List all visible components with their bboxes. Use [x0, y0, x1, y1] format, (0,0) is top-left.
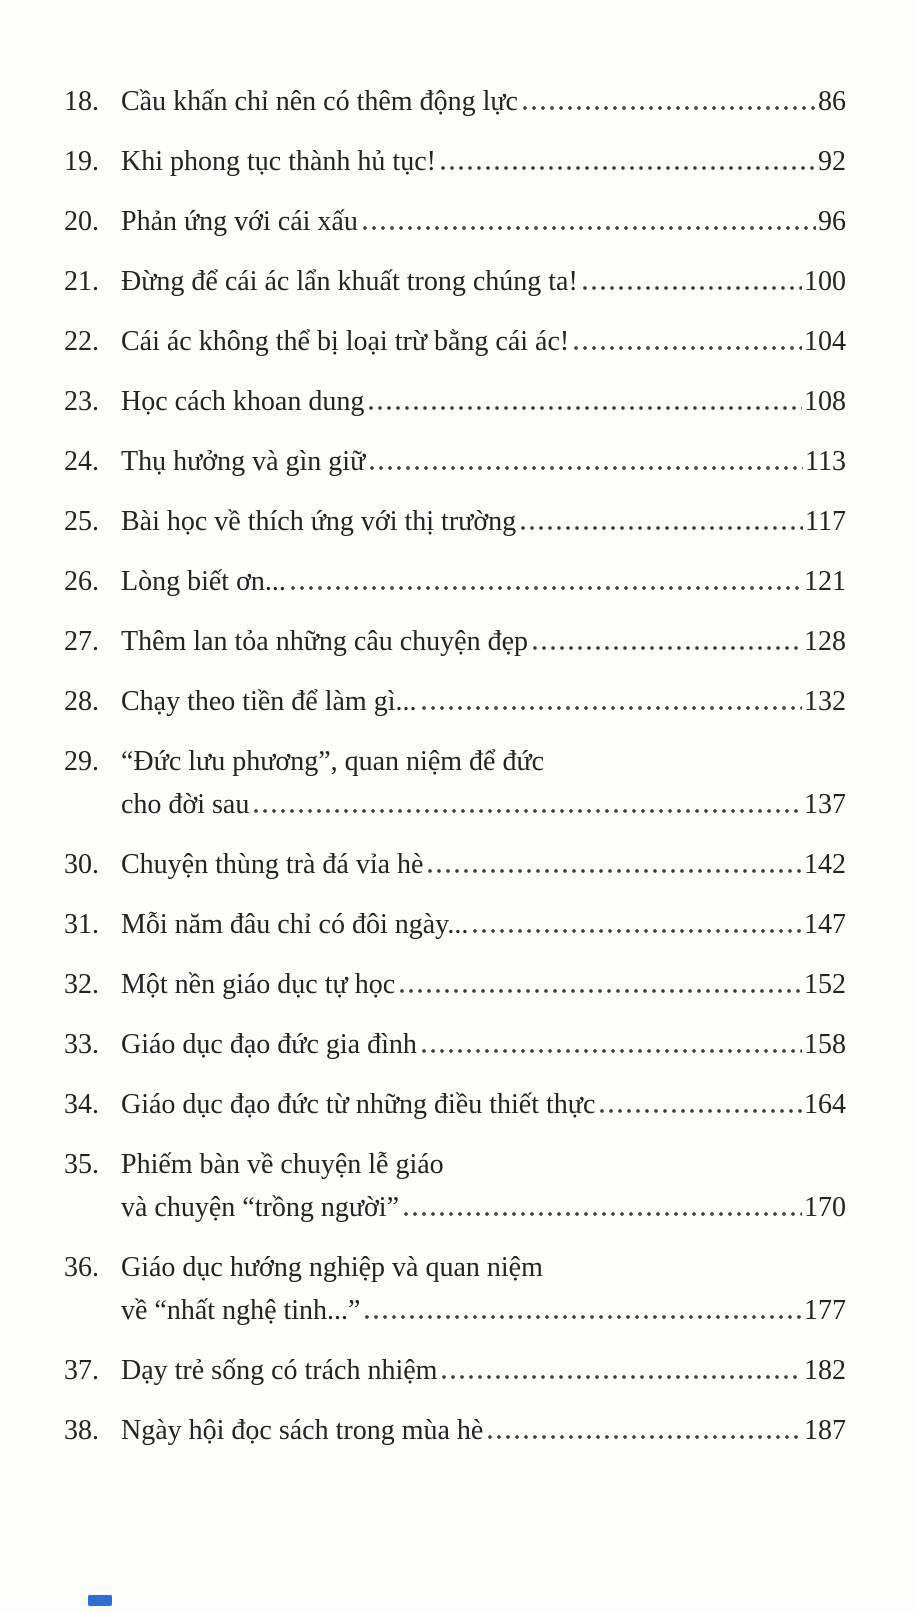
entry-number: 26.: [64, 566, 99, 597]
entry-title: Giáo dục hướng nghiệp và quan niệm: [121, 1252, 543, 1283]
toc-entry: [64, 963, 846, 1006]
entry-page-number: 152: [804, 969, 846, 1000]
entry-body: [121, 320, 846, 363]
entry-body: [121, 260, 846, 303]
entry-page-number: 113: [805, 446, 846, 477]
entry-number: 22.: [64, 326, 99, 357]
toc-entry: [64, 1409, 846, 1452]
dot-leader: [523, 106, 816, 110]
entry-number: 28.: [64, 686, 99, 717]
entry-body: [121, 140, 846, 183]
dot-leader: [473, 929, 802, 933]
entry-title: Ngày hội đọc sách trong mùa hè: [121, 1415, 484, 1446]
entry-body: [121, 620, 846, 663]
entry-title: Một nền giáo dục tự học: [121, 969, 396, 1000]
entry-title: Lòng biết ơn...: [121, 566, 286, 597]
entry-number: 18.: [64, 86, 99, 117]
dot-leader: [583, 286, 802, 290]
toc-entry: [64, 440, 846, 483]
page-bottom-decoration: [88, 1595, 112, 1606]
entry-line: [121, 1083, 846, 1126]
entry-body: [121, 963, 846, 1006]
entry-line: [121, 740, 846, 783]
entry-body: [121, 740, 846, 826]
entry-page-number: 96: [818, 206, 846, 237]
entry-number: 34.: [64, 1089, 99, 1120]
toc-entry: [64, 903, 846, 946]
entry-page-number: 100: [804, 266, 846, 297]
toc-entry: [64, 1083, 846, 1126]
entry-number: 38.: [64, 1415, 99, 1446]
toc-entry: [64, 620, 846, 663]
entry-title: Chuyện thùng trà đá vỉa hè: [121, 849, 424, 880]
entry-line: [121, 260, 846, 303]
entry-title: Cái ác không thể bị loại trừ bằng cái ác!: [121, 326, 570, 357]
entry-body: [121, 200, 846, 243]
toc-entry: [64, 140, 846, 183]
toc-entry: [64, 80, 846, 123]
entry-title: Chạy theo tiền để làm gì...: [121, 686, 417, 717]
dot-leader: [363, 226, 816, 230]
toc-entry: [64, 260, 846, 303]
entry-number: 25.: [64, 506, 99, 537]
dot-leader: [291, 586, 802, 590]
dot-leader: [574, 346, 802, 350]
entry-title: Phản ứng với cái xấu: [121, 206, 358, 237]
entry-line: [121, 320, 846, 363]
dot-leader: [370, 466, 803, 470]
entry-line: [121, 200, 846, 243]
entry-line: [121, 380, 846, 423]
entry-body: [121, 380, 846, 423]
entry-page-number: 132: [804, 686, 846, 717]
dot-leader: [442, 1375, 802, 1379]
entry-title: “Đức lưu phương”, quan niệm để đức: [121, 746, 545, 777]
entry-line: [121, 1246, 846, 1289]
entry-title: Mỗi năm đâu chỉ có đôi ngày...: [121, 909, 469, 940]
dot-leader: [441, 166, 816, 170]
entry-number: 37.: [64, 1355, 99, 1386]
entry-line: [121, 440, 846, 483]
entry-page-number: 104: [804, 326, 846, 357]
toc-entry: [64, 560, 846, 603]
entry-number: 31.: [64, 909, 99, 940]
entry-number: 32.: [64, 969, 99, 1000]
entry-number: 29.: [64, 746, 99, 777]
dot-leader: [422, 706, 803, 710]
entry-body: [121, 80, 846, 123]
dot-leader: [422, 1049, 802, 1053]
entry-line: [121, 1186, 846, 1229]
dot-leader: [600, 1109, 802, 1113]
entry-page-number: 108: [804, 386, 846, 417]
dot-leader: [533, 646, 802, 650]
entry-number: 36.: [64, 1252, 99, 1283]
entry-line: [121, 500, 846, 543]
entry-body: [121, 560, 846, 603]
dot-leader: [488, 1435, 802, 1439]
entry-page-number: 177: [804, 1295, 846, 1326]
entry-page-number: 170: [804, 1192, 846, 1223]
entry-line: [121, 963, 846, 1006]
entry-page-number: 187: [804, 1415, 846, 1446]
entry-page-number: 147: [804, 909, 846, 940]
entry-title: Giáo dục đạo đức gia đình: [121, 1029, 417, 1060]
entry-number: 20.: [64, 206, 99, 237]
entry-line: [121, 1409, 846, 1452]
entry-title: Khi phong tục thành hủ tục!: [121, 146, 436, 177]
entry-line: [121, 1143, 846, 1186]
entry-page-number: 92: [818, 146, 846, 177]
entry-body: [121, 500, 846, 543]
entry-body: [121, 680, 846, 723]
entry-number: 35.: [64, 1149, 99, 1180]
entry-line: [121, 1023, 846, 1066]
entry-title: Phiếm bàn về chuyện lễ giáo: [121, 1149, 444, 1180]
entry-body: [121, 1349, 846, 1392]
entry-body: [121, 440, 846, 483]
entry-body: [121, 1246, 846, 1332]
entry-line: [121, 903, 846, 946]
entry-page-number: 117: [805, 506, 846, 537]
toc-entry: [64, 680, 846, 723]
entry-number: 23.: [64, 386, 99, 417]
entry-body: [121, 1083, 846, 1126]
entry-title: Bài học về thích ứng với thị trường: [121, 506, 517, 537]
entry-title: Dạy trẻ sống có trách nhiệm: [121, 1355, 438, 1386]
entry-body: [121, 1409, 846, 1452]
entry-title: Đừng để cái ác lẩn khuất trong chúng ta!: [121, 266, 578, 297]
entry-page-number: 86: [818, 86, 846, 117]
toc-entry: [64, 1246, 846, 1332]
toc-list: [64, 80, 846, 1452]
entry-title: Giáo dục đạo đức từ những điều thiết thực: [121, 1089, 596, 1120]
entry-number: 30.: [64, 849, 99, 880]
dot-leader: [254, 809, 802, 813]
entry-line: [121, 1349, 846, 1392]
entry-line: [121, 620, 846, 663]
toc-entry: [64, 200, 846, 243]
entry-line: [121, 680, 846, 723]
toc-entry: [64, 1349, 846, 1392]
entry-page-number: 142: [804, 849, 846, 880]
toc-entry: [64, 1023, 846, 1066]
entry-number: 21.: [64, 266, 99, 297]
dot-leader: [400, 989, 802, 993]
entry-number: 33.: [64, 1029, 99, 1060]
toc-entry: [64, 500, 846, 543]
entry-title: Thụ hưởng và gìn giữ: [121, 446, 366, 477]
entry-title: về “nhất nghệ tinh...”: [121, 1295, 361, 1326]
entry-line: [121, 80, 846, 123]
entry-body: [121, 903, 846, 946]
dot-leader: [369, 406, 802, 410]
entry-body: [121, 1143, 846, 1229]
entry-number: 24.: [64, 446, 99, 477]
toc-entry: [64, 1143, 846, 1229]
entry-line: [121, 783, 846, 826]
entry-line: [121, 1289, 846, 1332]
entry-title: Cầu khấn chỉ nên có thêm động lực: [121, 86, 518, 117]
dot-leader: [365, 1315, 802, 1319]
entry-page-number: 158: [804, 1029, 846, 1060]
entry-title: cho đời sau: [121, 789, 250, 820]
entry-page-number: 182: [804, 1355, 846, 1386]
entry-body: [121, 843, 846, 886]
entry-page-number: 137: [804, 789, 846, 820]
toc-entry: [64, 320, 846, 363]
entry-page-number: 128: [804, 626, 846, 657]
toc-entry: [64, 740, 846, 826]
entry-line: [121, 140, 846, 183]
dot-leader: [428, 869, 802, 873]
entry-number: 27.: [64, 626, 99, 657]
entry-title: Học cách khoan dung: [121, 386, 365, 417]
entry-number: 19.: [64, 146, 99, 177]
entry-title: và chuyện “trồng người”: [121, 1192, 400, 1223]
entry-line: [121, 560, 846, 603]
entry-page-number: 121: [804, 566, 846, 597]
entry-page-number: 164: [804, 1089, 846, 1120]
entry-body: [121, 1023, 846, 1066]
entry-title: Thêm lan tỏa những câu chuyện đẹp: [121, 626, 529, 657]
dot-leader: [521, 526, 803, 530]
toc-entry: [64, 843, 846, 886]
toc-entry: [64, 380, 846, 423]
entry-line: [121, 843, 846, 886]
dot-leader: [404, 1212, 802, 1216]
